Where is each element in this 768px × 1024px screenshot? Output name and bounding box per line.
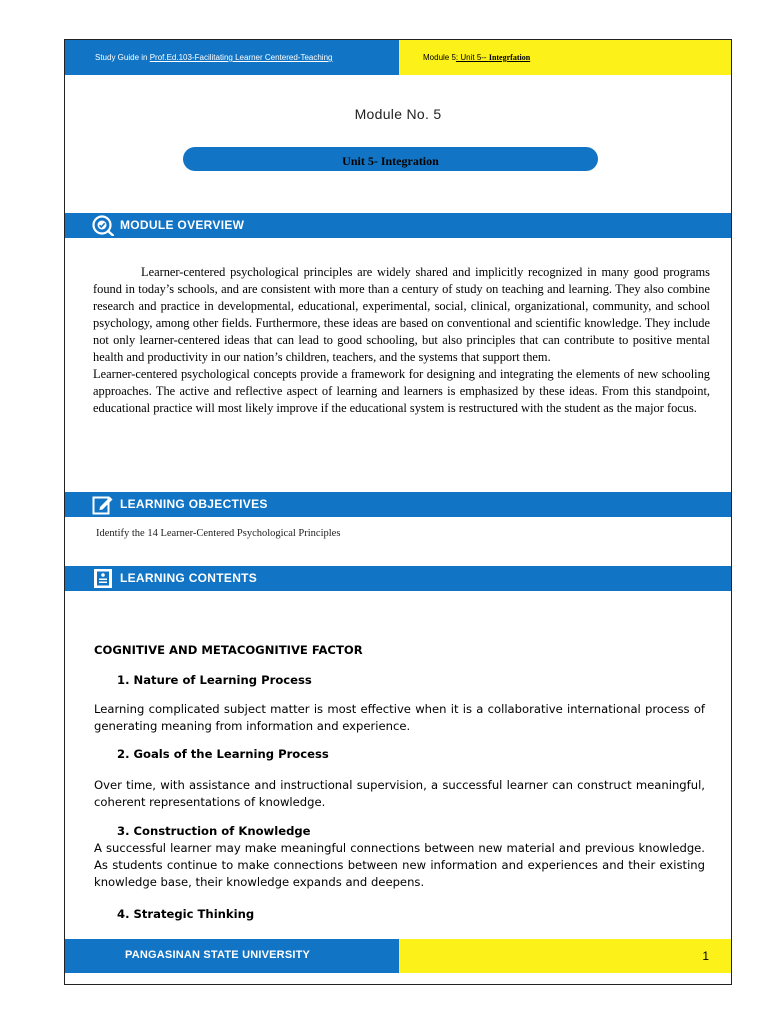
overview-paragraph: Learner-centered psychological principles are widely shared and implicitly recognized in many good programs found in today’s schools, and are consistent with more than a century of study on teaching and learning. They also combine research and practice in developmental, educational, experimental, social, clinical, organizational, community, and school psychology, among other fields. Furthermore, these ideas are based on conventional and scientific knowledge. They include not only learner-centered ideas that can lead to good schooling, but also principles that can contribute to positive mental health and productivity in our nation’s children, teachers, and the systems that support them. (93, 265, 710, 364)
document-icon (92, 568, 114, 589)
principle-title: 1. Nature of Learning Process (117, 673, 312, 687)
header-course-banner (65, 40, 399, 75)
section-bar-learning-objectives (65, 492, 731, 517)
document-page (64, 39, 732, 985)
footer-university: PANGASINAN STATE UNIVERSITY (65, 939, 399, 973)
header-course-link[interactable]: Prof.Ed.103-Facilitating Learner Centered-Teaching (149, 53, 333, 62)
principle-title: 3. Construction of Knowledge (117, 824, 311, 838)
header-unit-title: Integrfation (488, 53, 531, 62)
page-number: 1 (702, 949, 709, 963)
module-overview-text (93, 264, 710, 417)
header-prefix: Study Guide in (95, 53, 150, 62)
principle-text: A successful learner may make meaningful connections between new material and previous knowledge. As students continue to make connections between new information and experiences and their existing knowledge base, their knowledge expands and deepens. (94, 841, 705, 889)
contents-heading: COGNITIVE AND METACOGNITIVE FACTOR (94, 643, 363, 657)
unit-title-pill: Unit 5- Integration (183, 147, 598, 171)
module-title: Module No. 5 (354, 106, 442, 122)
section-title: LEARNING OBJECTIVES (120, 497, 268, 511)
header-unit-label: : Unit 5-- (455, 53, 489, 62)
section-bar-module-overview (65, 213, 731, 238)
section-title: LEARNING CONTENTS (120, 571, 258, 585)
principle-text: Learning complicated subject matter is most effective when it is a collaborative international process of generating meaning from information and experience. (94, 702, 705, 733)
principle-title: 2. Goals of the Learning Process (117, 747, 329, 761)
overview-paragraph: Learner-centered psychological concepts provide a framework for designing and integrating the elements of new schooling approaches. The active and reflective aspect of learning and learners is emphasized by these ideas. From this standpoint, educational practice will most likely improve if the educational system is restructured with the student as the major focus. (93, 367, 710, 415)
magnifier-icon (92, 215, 114, 236)
principle-text: Over time, with assistance and instructional supervision, a successful learner can construct meaningful, coherent representations of knowledge. (94, 778, 705, 809)
pencil-edit-icon (92, 494, 114, 515)
footer-page-banner (399, 939, 731, 973)
header-module-banner (399, 40, 731, 75)
objective-item: Identify the 14 Learner-Centered Psychological Principles (96, 528, 341, 539)
header-module-label: Module 5 (423, 53, 456, 62)
section-title: MODULE OVERVIEW (120, 218, 245, 232)
section-bar-learning-contents (65, 566, 731, 591)
principle-title: 4. Strategic Thinking (117, 907, 255, 921)
